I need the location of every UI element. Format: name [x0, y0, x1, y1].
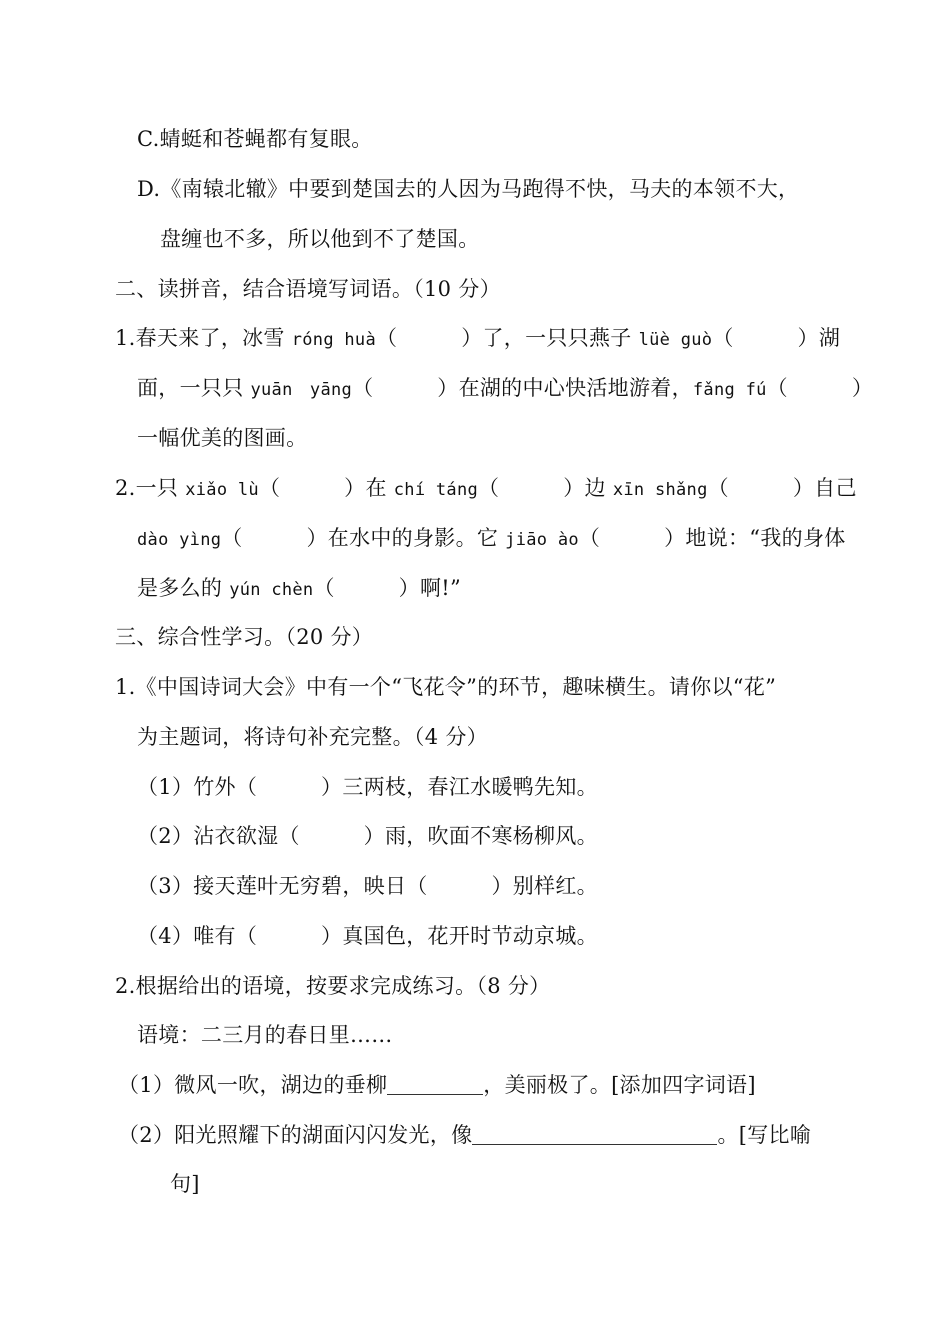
- context-line: 语境：二三月的春日里……: [137, 1023, 393, 1047]
- poem-line-2: （2）沾衣欲湿（ ）雨，吹面不寒杨柳风。: [137, 824, 598, 848]
- poem-line-1: （1）竹外（ ）三两枝，春江水暖鸭先知。: [137, 775, 598, 799]
- option-d-line1: D.《南辕北辙》中要到楚国去的人因为马跑得不快，马夫的本领不大，: [137, 177, 800, 201]
- text: （ ）啊!”: [313, 576, 462, 600]
- answer-blank[interactable]: [472, 1122, 717, 1145]
- pinyin: róng huà: [291, 330, 376, 350]
- text: ，美丽极了。[添加四字词语]: [483, 1073, 756, 1097]
- pinyin: xīn shǎng: [612, 480, 708, 500]
- text: （ ）在水中的身影。它: [221, 526, 506, 550]
- section2-heading: 二、读拼音，结合语境写词语。（10 分）: [115, 277, 501, 301]
- text: （ ）了，一只只燕子: [376, 326, 639, 350]
- text: （2）阳光照耀下的湖面闪闪发光，像: [118, 1123, 473, 1147]
- text: （ ）边: [478, 476, 613, 500]
- text: 2.一只: [115, 476, 186, 500]
- pinyin: yún chèn: [229, 580, 314, 600]
- s3-sub1: [118, 1070, 756, 1100]
- text: 1.春天来了，冰雪: [115, 326, 292, 350]
- pinyin: dào yìng: [137, 530, 222, 550]
- text: （ ）地说：“我的身体: [578, 526, 846, 550]
- s2-q1-line2: [137, 373, 873, 405]
- text: 是多么的: [137, 576, 230, 600]
- s2-q1-line3: 一幅优美的图画。: [137, 426, 308, 450]
- pinyin: chí táng: [393, 480, 479, 500]
- s2-q2-line1: [115, 473, 857, 505]
- option-d-line2: 盘缠也不多，所以他到不了楚国。: [160, 227, 480, 251]
- s3-q1-line1: 1.《中国诗词大会》中有一个“飞花令”的环节，趣味横生。请你以“花”: [115, 675, 777, 699]
- s2-q1-line1: [115, 323, 840, 355]
- text: （ ）在湖的中心快活地游着，: [352, 376, 693, 400]
- s3-sub2-cont: 句]: [170, 1172, 200, 1196]
- s2-q2-line3: [137, 573, 461, 605]
- text: （ ）: [766, 376, 874, 400]
- pinyin: xiǎo lù: [185, 480, 259, 500]
- pinyin: jiāo ào: [505, 530, 579, 550]
- answer-blank[interactable]: [387, 1072, 483, 1095]
- s3-q1-line2: 为主题词，将诗句补充完整。（4 分）: [137, 725, 488, 749]
- poem-line-4: （4）唯有（ ）真国色，花开时节动京城。: [137, 924, 598, 948]
- s2-q2-line2: [137, 523, 846, 555]
- text: （ ）湖: [712, 326, 841, 350]
- text: 。[写比喻: [717, 1123, 812, 1147]
- option-c: C.蜻蜓和苍蝇都有复眼。: [137, 127, 373, 151]
- s3-q2-line: 2.根据给出的语境，按要求完成练习。（8 分）: [115, 974, 551, 998]
- pinyin: lüè guò: [638, 330, 713, 350]
- section3-heading: 三、综合性学习。（20 分）: [115, 625, 374, 649]
- text: （ ）在: [258, 476, 394, 500]
- s3-sub2: [118, 1120, 811, 1150]
- pinyin: yuān yāng: [250, 380, 353, 400]
- text: 面，一只只: [137, 376, 251, 400]
- text: （ ）自己: [707, 476, 857, 500]
- poem-line-3: （3）接天莲叶无穷碧，映日（ ）别样红。: [137, 874, 598, 898]
- text: （1）微风一吹，湖边的垂柳: [118, 1073, 388, 1097]
- pinyin: fǎng fú: [692, 380, 767, 400]
